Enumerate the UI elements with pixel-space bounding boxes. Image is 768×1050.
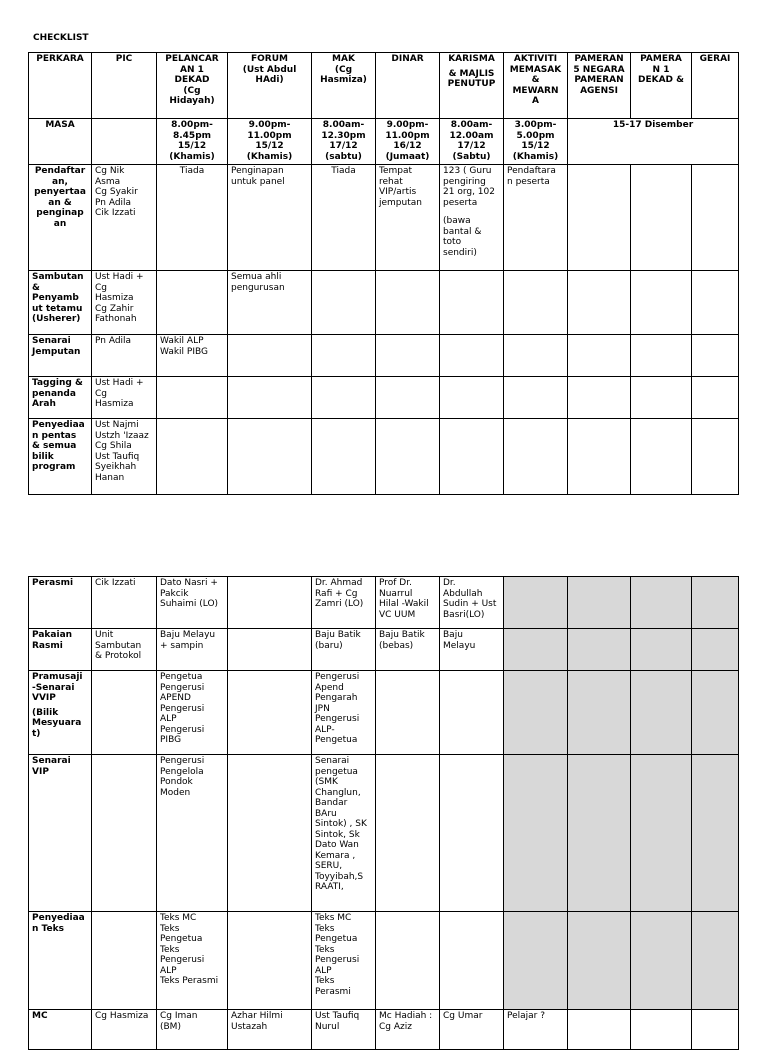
text-line: -Senarai xyxy=(32,682,75,693)
text-line: ALP xyxy=(160,965,177,976)
row-label-sambutan xyxy=(29,271,92,335)
text-line: Changlun, xyxy=(315,787,361,798)
text-line: Pengerusi xyxy=(315,955,360,965)
header-dinar: DINAR xyxy=(376,53,440,119)
text-line: 8.45pm xyxy=(172,130,212,141)
row-label-senarai-vip xyxy=(29,755,92,912)
text-line: & xyxy=(531,75,540,85)
text-line: Ustzh 'Izaaz xyxy=(95,430,149,441)
text-line: Toyyibah,S xyxy=(315,871,364,882)
text-line: Jemputan xyxy=(32,346,81,357)
text-line: Wakil PIBG xyxy=(160,346,208,357)
text-line: Hasmiza xyxy=(95,399,134,409)
text-line: ut tetamu xyxy=(32,303,83,314)
text-line: (Jumaat) xyxy=(385,151,430,162)
cell-pelancaran xyxy=(157,577,228,629)
cell-dinar xyxy=(376,1010,440,1050)
cell-pelancaran xyxy=(157,912,228,1010)
text-line: Cg Aziz xyxy=(379,1021,412,1032)
masa-row xyxy=(29,119,739,165)
text-line: Melayu xyxy=(443,640,476,651)
text-line: PAMERAN xyxy=(574,75,624,85)
text-line: Tagging & xyxy=(32,378,83,388)
row-label-pakaian xyxy=(29,629,92,671)
text-line: 9.00pm- xyxy=(386,120,429,130)
text-line: Cg Nik xyxy=(95,166,125,176)
text-line: penanda xyxy=(32,388,76,399)
text-line: rehat xyxy=(379,176,403,187)
text-line: Pengarah xyxy=(315,693,358,703)
text-line: RAATI, xyxy=(315,882,344,892)
masa-pameran: 15-17 Disember xyxy=(568,119,739,165)
text-line: Mesyuara xyxy=(32,718,82,728)
table-row xyxy=(29,419,739,495)
text-line: (BM) xyxy=(160,1021,181,1032)
text-line: Hasmiza xyxy=(95,293,134,303)
cell-karisma: Cg Umar xyxy=(440,1010,504,1050)
text-line: Pondok xyxy=(160,777,193,787)
text-line: Cg Shila xyxy=(95,441,132,451)
header-perkara: PERKARA xyxy=(29,53,92,119)
text-line: 3.00pm- xyxy=(514,120,557,130)
text-line: Cik Izzati xyxy=(95,208,136,218)
cell-aktiviti xyxy=(504,165,568,271)
text-line: penginap xyxy=(36,208,84,218)
text-line: Dr. xyxy=(443,578,456,588)
text-line: (Khamis) xyxy=(512,151,559,162)
cell-dinar xyxy=(376,629,440,671)
header-pameran-5-negara xyxy=(568,53,631,119)
text-line: an, xyxy=(52,176,68,187)
text-line: MEMASAK xyxy=(509,64,562,75)
cell-karisma xyxy=(440,629,504,671)
text-line: Pengerusi xyxy=(315,714,360,724)
cell-pelancaran xyxy=(157,755,228,912)
cell-pelancaran xyxy=(157,1010,228,1050)
text-line: Arah xyxy=(32,399,56,409)
text-line: Pengetua xyxy=(160,672,203,682)
text-line: & semua xyxy=(32,441,77,451)
text-line: 123 ( Guru xyxy=(443,166,492,176)
cell-dinar xyxy=(376,577,440,629)
text-line: Bandar xyxy=(315,798,348,808)
masa-karisma xyxy=(440,119,504,165)
text-line: Nuarrul xyxy=(379,588,413,599)
row-label-mc: MC xyxy=(29,1010,92,1050)
text-line: 5.00pm xyxy=(516,130,555,141)
text-line: AGENSI xyxy=(580,85,618,96)
text-line: A xyxy=(532,96,539,106)
text-line: bantal & xyxy=(443,226,482,237)
cell-pic: Cg Hasmiza xyxy=(92,1010,157,1050)
text-line: 5 NEGARA xyxy=(573,64,625,75)
text-line: Baju xyxy=(443,630,463,640)
text-line: DEKAD xyxy=(174,75,210,85)
text-line: Baju Batik xyxy=(379,630,425,640)
text-line: Apend xyxy=(315,682,344,693)
masa-pelancaran xyxy=(157,119,228,165)
cell-mak xyxy=(312,629,376,671)
text-line: 15/12 xyxy=(177,141,207,151)
text-line: (Cg xyxy=(183,85,201,96)
cell-pelancaran xyxy=(157,671,228,755)
masa-forum xyxy=(228,119,312,165)
text-line: t) xyxy=(32,728,41,739)
header-forum: FORUM (Ust Abdul HAdi) xyxy=(228,53,312,119)
checklist-table-top xyxy=(28,52,739,495)
text-line: an & xyxy=(48,197,72,208)
text-line: Prof Dr. xyxy=(379,578,412,588)
text-line: pengurusan xyxy=(231,282,285,293)
text-line: Pengerusi xyxy=(160,703,205,714)
text-line: Zamri (LO) xyxy=(315,599,364,609)
text-line: penyertaa xyxy=(34,187,86,197)
text-line: sendiri) xyxy=(443,247,477,258)
text-line: Penyediaa xyxy=(32,420,85,430)
text-line: an xyxy=(53,218,67,229)
cell-karisma xyxy=(440,577,504,629)
text-line: bilik xyxy=(32,451,54,462)
cell-pic xyxy=(92,377,157,419)
text-line: Pengelola xyxy=(160,766,204,777)
row-label-pramusaji xyxy=(29,671,92,755)
header-gerai: GERAI xyxy=(692,53,739,119)
text-line: 16/12 xyxy=(393,141,422,151)
cell-forum xyxy=(228,1010,312,1050)
text-line: 12.00am xyxy=(449,130,494,141)
masa-dinar xyxy=(376,119,440,165)
text-line: PAMERAN xyxy=(574,54,624,64)
text-line: + sampin xyxy=(160,640,204,651)
text-line: Dr. Ahmad xyxy=(315,578,363,588)
text-line: Dato Wan xyxy=(315,840,359,850)
cell-forum xyxy=(228,271,312,335)
text-line: JPN xyxy=(315,703,330,714)
text-line: (SMK xyxy=(315,777,338,787)
table-row xyxy=(29,755,739,912)
header-aktiviti xyxy=(504,53,568,119)
cell-pic xyxy=(92,271,157,335)
text-line: Pendaftar xyxy=(34,166,86,176)
cell-forum xyxy=(228,165,312,271)
text-line: (Khamis) xyxy=(246,151,293,162)
text-line: Teks MC xyxy=(160,913,197,923)
masa-label: MASA xyxy=(29,119,92,165)
row-label-perasmi: Perasmi xyxy=(29,577,92,629)
cell-pic xyxy=(92,419,157,495)
text-line: Cg xyxy=(95,388,107,399)
text-line: pengiring xyxy=(443,176,486,187)
text-line: 17/12 xyxy=(329,141,358,151)
header-row xyxy=(29,53,739,119)
text-line: Sudin + Ust xyxy=(443,599,497,609)
text-line: VC UUM xyxy=(379,609,416,620)
text-line: Rafi + Cg xyxy=(315,588,358,599)
text-line: Senarai xyxy=(32,756,71,766)
text-line: 11.00pm xyxy=(247,130,292,141)
text-line: Pakaian xyxy=(32,630,73,640)
row-label-pendaftaran xyxy=(29,165,92,271)
cell-mak xyxy=(312,1010,376,1050)
cell-dinar xyxy=(376,165,440,271)
text-line: Moden xyxy=(160,787,191,798)
cell-pic: Cik Izzati xyxy=(92,577,157,629)
text-line: Rasmi xyxy=(32,640,63,651)
header-pelancaran xyxy=(157,53,228,119)
text-line: Ustazah xyxy=(231,1021,268,1032)
text-line: pengetua xyxy=(315,766,358,777)
text-line: Senarai xyxy=(32,336,71,346)
table-row xyxy=(29,335,739,377)
cell-pelancaran: Tiada xyxy=(157,165,228,271)
text-line: n peserta xyxy=(507,176,550,187)
cell-mak xyxy=(312,671,376,755)
text-line: ALP xyxy=(160,714,177,724)
text-line: Cg xyxy=(95,282,107,293)
row-label-senarai-jemputan xyxy=(29,335,92,377)
table-row xyxy=(29,577,739,629)
table-row xyxy=(29,165,739,271)
text-line: Teks Perasmi xyxy=(160,976,219,986)
text-line: Ust Najmi xyxy=(95,420,139,430)
text-line: untuk panel xyxy=(231,176,285,187)
text-line: peserta xyxy=(443,197,478,208)
cell-mak xyxy=(312,912,376,1010)
text-line: Penginapan xyxy=(231,166,284,176)
text-line: toto xyxy=(443,237,462,247)
text-line: Ust Taufiq xyxy=(95,451,140,462)
text-line: Baju Batik xyxy=(315,630,361,640)
text-line: (Khamis) xyxy=(169,151,215,162)
row-label-tagging xyxy=(29,377,92,419)
cell-pic xyxy=(92,165,157,271)
text-line: (bebas) xyxy=(379,640,414,651)
text-line: (Usherer) xyxy=(32,314,81,324)
text-line: PIBG xyxy=(160,735,182,745)
text-line: Perasmi xyxy=(315,986,351,997)
text-line: Pengetua xyxy=(315,735,358,745)
text-line: MEWARN xyxy=(512,85,559,96)
text-line: Pendaftara xyxy=(507,166,556,176)
text-line: Pengerusi xyxy=(160,724,205,735)
text-line: AN 1 xyxy=(180,64,204,75)
text-line: Senarai xyxy=(315,756,350,766)
text-line: Hidayah) xyxy=(169,96,215,106)
text-line: (sabtu) xyxy=(325,151,362,162)
doc-title: CHECKLIST xyxy=(33,33,89,43)
text-line: 15/12 xyxy=(521,141,550,151)
cell-mak: Tiada xyxy=(312,165,376,271)
text-line: Sambutan xyxy=(32,272,84,282)
text-line: Teks xyxy=(315,976,335,986)
text-line: Teks xyxy=(315,944,335,955)
text-line: Tempat xyxy=(379,166,413,176)
text-line: Sintok, Sk xyxy=(315,829,360,840)
text-line: Mc Hadiah : xyxy=(379,1011,433,1021)
table-row xyxy=(29,912,739,1010)
table-row xyxy=(29,1010,739,1050)
text-line: Pn Adila xyxy=(95,197,132,208)
text-line: Pakcik xyxy=(160,588,189,599)
row-label-penyediaan-pentas xyxy=(29,419,92,495)
masa-mak xyxy=(312,119,376,165)
cell-mak xyxy=(312,755,376,912)
cell-pelancaran xyxy=(157,335,228,377)
text-line: Hanan xyxy=(95,472,125,483)
cell-pic: Pn Adila xyxy=(92,335,157,377)
text-line: Semua ahli xyxy=(231,272,282,282)
text-line: PAMERA xyxy=(640,54,682,64)
text-line: (Sabtu) xyxy=(452,151,491,162)
table-row xyxy=(29,671,739,755)
text-line: Pengerusi xyxy=(160,682,205,693)
text-line: 9.00pm- xyxy=(248,120,291,130)
text-line: VIP xyxy=(32,766,49,777)
text-line: Teks xyxy=(315,923,335,934)
table-row xyxy=(29,271,739,335)
cell-karisma xyxy=(440,165,504,271)
row-label-penyediaan-teks xyxy=(29,912,92,1010)
text-line: Cg Zahir xyxy=(95,303,134,314)
text-line: program xyxy=(32,462,76,472)
text-line: (bawa xyxy=(443,216,471,226)
cell-aktiviti: Pelajar ? xyxy=(504,1010,568,1050)
text-line: 12.30pm xyxy=(321,130,366,141)
text-line: 8.00am- xyxy=(450,120,493,130)
cell-mak xyxy=(312,577,376,629)
header-pic: PIC xyxy=(92,53,157,119)
masa-pic xyxy=(92,119,157,165)
text-line: & xyxy=(32,282,40,293)
text-line: Ust Taufiq xyxy=(315,1011,360,1021)
text-line: jemputan xyxy=(379,197,422,208)
text-line: Nurul xyxy=(315,1021,340,1032)
header-karisma: KARISMA & MAJLIS PENUTUP xyxy=(440,53,504,119)
text-line: Ust Hadi + xyxy=(95,272,144,282)
text-line: Teks xyxy=(160,944,180,955)
header-mak: MAK (Cg Hasmiza) xyxy=(312,53,376,119)
text-line: ALP xyxy=(315,965,332,976)
text-line: 15/12 xyxy=(255,141,284,151)
text-line: Pengerusi xyxy=(160,756,205,766)
text-line: Baju Melayu xyxy=(160,630,216,640)
text-line: Syeikhah xyxy=(95,462,137,472)
text-line: n pentas xyxy=(32,430,77,441)
text-line: Kemara , xyxy=(315,850,356,861)
masa-aktiviti xyxy=(504,119,568,165)
text-line: Asma xyxy=(95,176,121,187)
text-line: Dato Nasri + xyxy=(160,578,218,588)
cell-pic xyxy=(92,629,157,671)
text-line: APEND xyxy=(160,693,191,703)
text-line: Pengetua xyxy=(315,934,358,944)
text-line: Basri(LO) xyxy=(443,609,485,620)
text-line: 17/12 xyxy=(457,141,486,151)
text-line: Abdullah xyxy=(443,588,483,599)
text-line: Teks xyxy=(160,923,180,934)
text-line: DEKAD & xyxy=(637,75,684,85)
text-line: 8.00pm- xyxy=(171,120,213,130)
text-line: n Teks xyxy=(32,923,64,934)
table-row xyxy=(29,629,739,671)
text-line: (Bilik xyxy=(32,707,59,718)
text-line: ALP- xyxy=(315,724,335,735)
text-line: SERU, xyxy=(315,861,343,871)
text-line: PELANCAR xyxy=(165,54,219,64)
text-line: 21 org, 102 xyxy=(443,187,495,197)
text-line: Sintok) , SK xyxy=(315,819,367,829)
text-line: (baru) xyxy=(315,640,343,651)
text-line: Pengetua xyxy=(160,934,203,944)
text-line: Ust Hadi + xyxy=(95,378,144,388)
text-line: AKTIVITI xyxy=(513,54,558,64)
text-line: Fathonah xyxy=(95,314,137,324)
text-line: Cg Iman xyxy=(160,1011,198,1021)
text-line: BAru xyxy=(315,808,337,819)
text-line: VIP/artis xyxy=(379,187,417,197)
text-line: Azhar Hilmi xyxy=(231,1011,283,1021)
text-line: Pengerusi xyxy=(315,672,360,682)
text-line: Sambutan xyxy=(95,640,142,651)
text-line: VVIP xyxy=(32,693,56,703)
table-row xyxy=(29,377,739,419)
checklist-table-bottom xyxy=(28,576,739,1050)
text-line: Pengerusi xyxy=(160,955,205,965)
header-pameran-1-dekad xyxy=(631,53,692,119)
text-line: Teks MC xyxy=(315,913,352,923)
text-line: Pramusaji xyxy=(32,672,83,682)
text-line: & Protokol xyxy=(95,651,142,661)
text-line: Suhaimi (LO) xyxy=(160,599,219,609)
text-line: Penyediaa xyxy=(32,913,85,923)
text-line: 8.00am- xyxy=(322,120,365,130)
text-line: Wakil ALP xyxy=(160,336,204,346)
cell-pelancaran xyxy=(157,629,228,671)
text-line: N 1 xyxy=(652,64,670,75)
text-line: Hilal -Wakil xyxy=(379,599,429,609)
text-line: Penyamb xyxy=(32,293,79,303)
text-line: Unit xyxy=(95,630,114,640)
text-line: Cg Syakir xyxy=(95,187,138,197)
text-line: 11.00pm xyxy=(385,130,430,141)
